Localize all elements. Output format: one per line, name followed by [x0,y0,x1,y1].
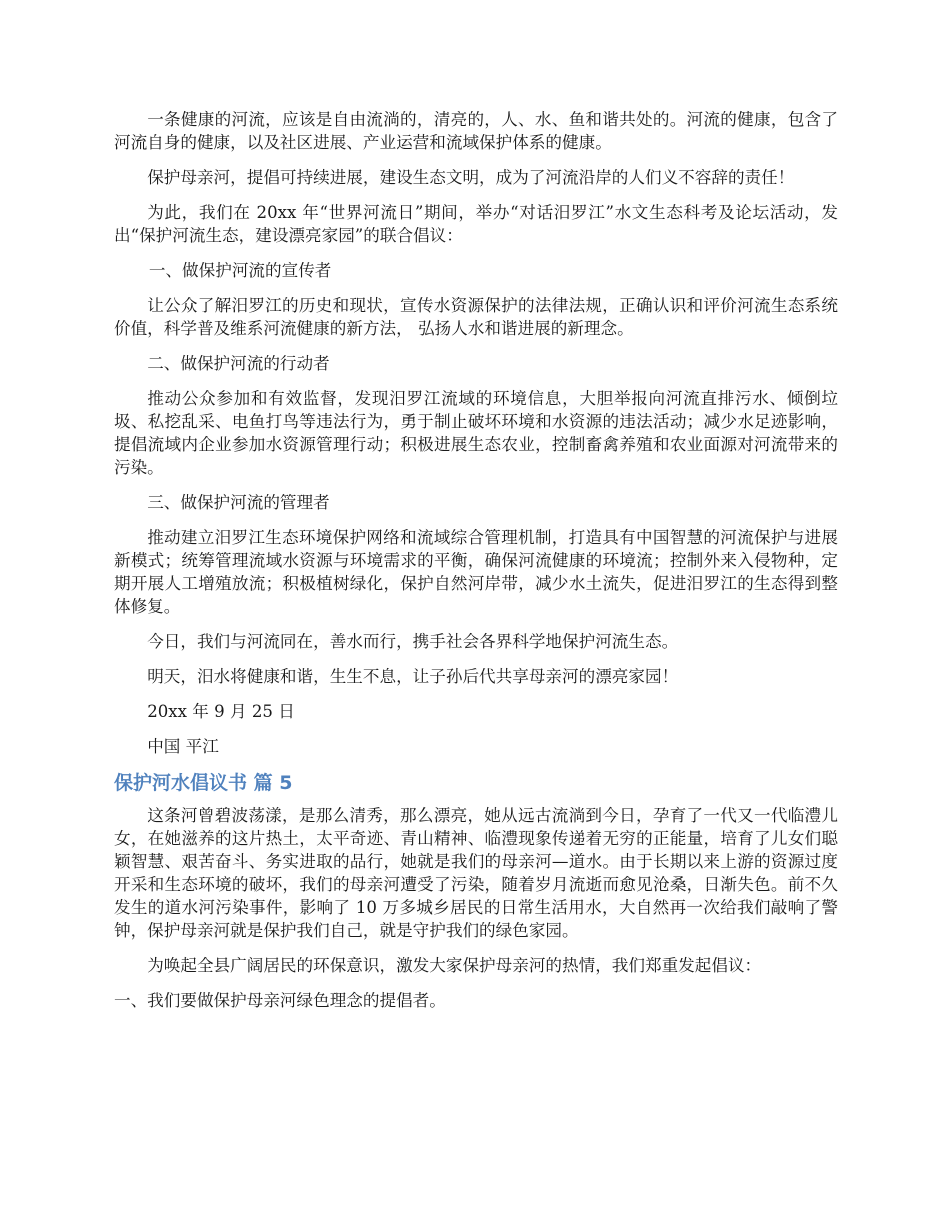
item-heading-actor: 二、做保护河流的行动者 [147,354,330,373]
paragraph-today: 今日，我们与河流同在，善水而行，携手社会各界科学地保护河流生态。 [147,632,679,651]
paragraph-manager-body: 推动建立汨罗江生态环境保护网络和流域综合管理机制，打造具有中国智慧的河流保护与进展新模式；统筹管理流域水资源与环境需求的平衡，确保河流健康的环境流；控制外来入侵物种，定期开展人工增殖放流；积极植树绿化，保护自然河岸带，减少水土流失，促进汨罗江的生态得到整体修复。 [114,528,838,616]
paragraph-advocate-body: 让公众了解汨罗江的历史和现状，宣传水资源保护的法律法规，正确认识和评价河流生态系统价值，科学普及维系河流健康的新方法， 弘扬人水和谐进展的新理念。 [114,296,838,338]
document-page [114,108,838,1024]
paragraph-call-to-action: 为唤起全县广阔居民的环保意识，激发大家保护母亲河的热情，我们郑重发起倡议： [147,956,762,975]
paragraph-tomorrow: 明天，汨水将健康和谐，生生不息，让子孙后代共享母亲河的漂亮家园！ [147,667,679,686]
section-title: 保护河水倡议书 篇 5 [114,772,293,794]
item-heading-manager: 三、做保护河流的管理者 [147,493,330,512]
item-heading-advocate: 一、做保护河流的宣传者 [148,261,332,280]
date-line: 20xx 年 9 月 25 日 [147,702,295,721]
item-heading-green-concept: 一、我们要做保护母亲河绿色理念的提倡者。 [114,991,446,1010]
paragraph-river-story: 这条河曾碧波荡漾，是那么清秀，那么漂亮，她从远古流淌到今日，孕育了一代又一代临澧儿女，在她滋养的这片热土，太平奇迹、青山精神、临澧现象传递着无穷的正能量，培育了儿女们聪颖智慧、艰苦奋斗、务实进取的品行，她就是我们的母亲河—道水。由于长期以来上游的资源过度开采和生态环境的破坏，我们的母亲河遭受了污染，随着岁月流逝而愈见沧桑，日渐失色。前不久发生的道水河污染事件，影响了 10 万多城乡居民的日常生活用水，大自然再一次给我们敲响了警钟，保护母亲河就是保护我们自己，就是守护我们的绿色家园。 [114,806,838,940]
paragraph-actor-body: 推动公众参加和有效监督，发现汨罗江流域的环境信息，大胆举报向河流直排污水、倾倒垃圾、私挖乱采、电鱼打鸟等违法行为，勇于制止破坏环境和水资源的违法活动；减少水足迹影响，提倡流域内企业参加水资源管理行动；积极进展生态农业，控制畜禽养殖和农业面源对河流带来的污染。 [114,389,838,477]
paragraph-initiative-intro: 为此，我们在 20xx 年“世界河流日”期间，举办“对话汨罗江”水文生态科考及论坛活动，发出“保护河流生态，建设漂亮家园”的联合倡议： [114,203,838,245]
paragraph-protect-mother-river: 保护母亲河，提倡可持续进展，建设生态文明，成为了河流沿岸的人们义不容辞的责任！ [147,168,795,187]
paragraph-healthy-river: 一条健康的河流，应该是自由流淌的，清亮的，人、水、鱼和谐共处的。河流的健康，包含了河流自身的健康，以及社区进展、产业运营和流域保护体系的健康。 [114,110,838,152]
place-line: 中国 平江 [147,737,219,756]
